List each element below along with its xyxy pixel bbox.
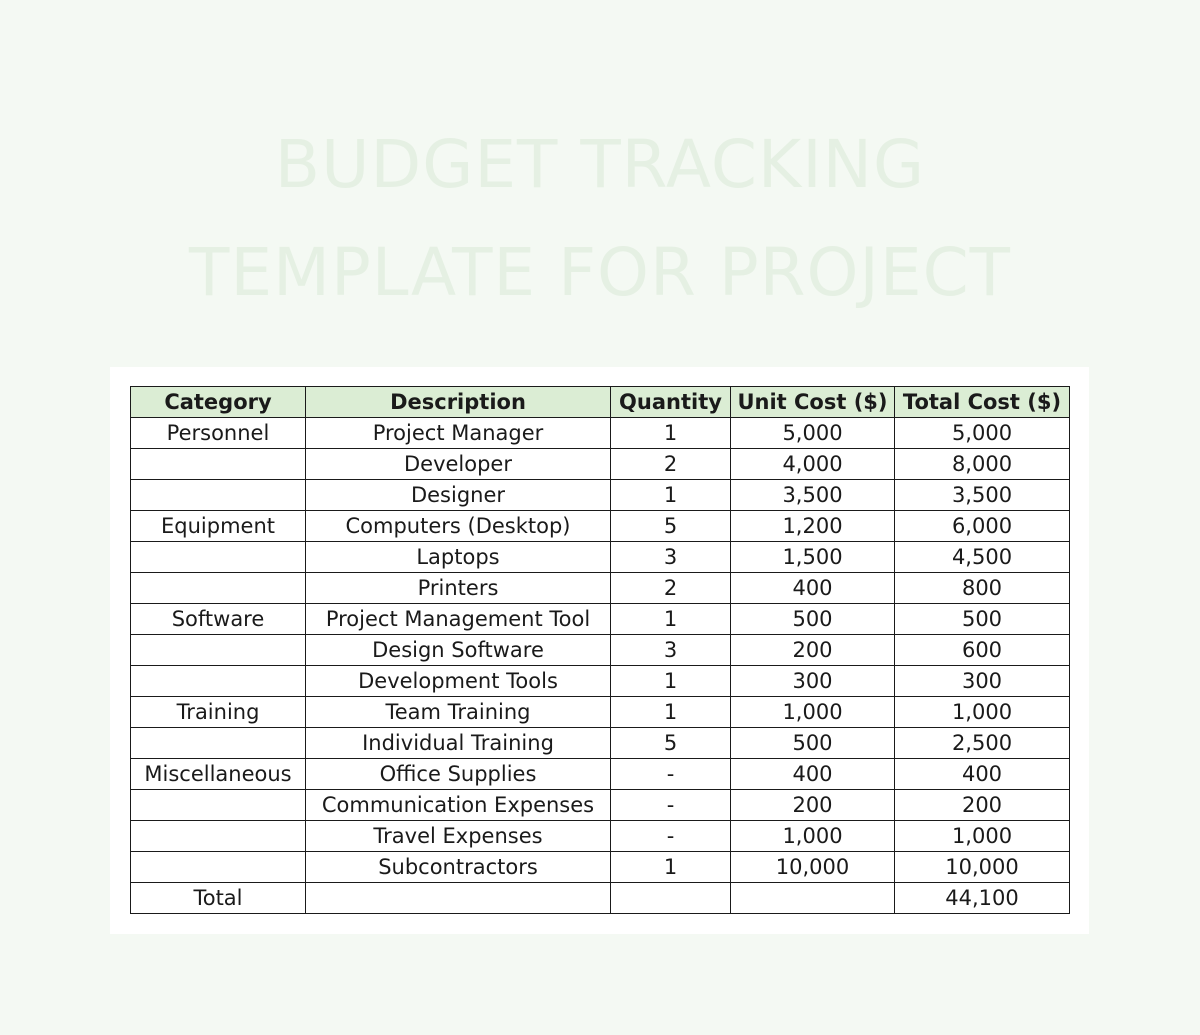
cell-unit-cost: 1,000 [731,821,895,852]
cell-category: Miscellaneous [131,759,306,790]
cell-total-cost: 300 [895,666,1070,697]
table-row [131,511,1070,542]
cell-category [131,573,306,604]
cell-unit-cost: 400 [731,759,895,790]
cell-quantity: 3 [611,635,731,666]
cell-quantity: - [611,759,731,790]
cell-total-cost: 5,000 [895,418,1070,449]
cell-category [131,542,306,573]
header-row [131,387,1070,418]
table-row [131,759,1070,790]
cell-quantity: 2 [611,573,731,604]
cell-unit-cost: 1,200 [731,511,895,542]
table-row [131,542,1070,573]
cell-quantity: - [611,821,731,852]
cell-category: Personnel [131,418,306,449]
cell-category [131,666,306,697]
cell-total-cost: 8,000 [895,449,1070,480]
total-cost-value: 44,100 [895,883,1070,914]
cell-description: Laptops [306,542,611,573]
cell-quantity: - [611,790,731,821]
cell-quantity: 1 [611,418,731,449]
cell-description: Designer [306,480,611,511]
cell-total-cost: 2,500 [895,728,1070,759]
table-row [131,480,1070,511]
cell-description: Communication Expenses [306,790,611,821]
cell-category [131,790,306,821]
header-unit-cost: Unit Cost ($) [731,387,895,418]
cell-unit-cost: 200 [731,790,895,821]
cell-total-cost: 600 [895,635,1070,666]
cell-description: Developer [306,449,611,480]
cell-total-cost: 1,000 [895,697,1070,728]
cell-description: Office Supplies [306,759,611,790]
cell-total-cost: 4,500 [895,542,1070,573]
table-row [131,573,1070,604]
table-row [131,697,1070,728]
table-row [131,852,1070,883]
table-row [131,728,1070,759]
cell-total-cost: 6,000 [895,511,1070,542]
cell-description: Subcontractors [306,852,611,883]
table-row [131,790,1070,821]
cell-unit-cost: 500 [731,728,895,759]
cell-category [131,635,306,666]
total-quantity [611,883,731,914]
cell-unit-cost: 5,000 [731,418,895,449]
budget-table [130,386,1070,914]
header-description: Description [306,387,611,418]
cell-unit-cost: 500 [731,604,895,635]
cell-description: Design Software [306,635,611,666]
table-row [131,821,1070,852]
cell-total-cost: 800 [895,573,1070,604]
cell-unit-cost: 1,000 [731,697,895,728]
cell-quantity: 2 [611,449,731,480]
cell-description: Printers [306,573,611,604]
cell-description: Computers (Desktop) [306,511,611,542]
cell-unit-cost: 3,500 [731,480,895,511]
cell-quantity: 3 [611,542,731,573]
cell-unit-cost: 300 [731,666,895,697]
cell-total-cost: 10,000 [895,852,1070,883]
cell-quantity: 1 [611,480,731,511]
cell-category: Software [131,604,306,635]
page-title-line-1: BUDGET TRACKING [274,126,926,203]
cell-description: Project Management Tool [306,604,611,635]
cell-category [131,480,306,511]
cell-category [131,728,306,759]
table-row [131,604,1070,635]
cell-total-cost: 1,000 [895,821,1070,852]
cell-unit-cost: 4,000 [731,449,895,480]
cell-description: Individual Training [306,728,611,759]
cell-total-cost: 500 [895,604,1070,635]
cell-total-cost: 3,500 [895,480,1070,511]
cell-category [131,852,306,883]
cell-quantity: 1 [611,852,731,883]
cell-unit-cost: 200 [731,635,895,666]
cell-description: Development Tools [306,666,611,697]
cell-unit-cost: 1,500 [731,542,895,573]
total-row [131,883,1070,914]
cell-description: Travel Expenses [306,821,611,852]
cell-total-cost: 200 [895,790,1070,821]
total-unit-cost [731,883,895,914]
cell-category: Training [131,697,306,728]
cell-category: Equipment [131,511,306,542]
page-title-line-2: TEMPLATE FOR PROJECT [189,234,1011,311]
cell-unit-cost: 400 [731,573,895,604]
header-category: Category [131,387,306,418]
total-label: Total [131,883,306,914]
budget-sheet [110,367,1089,934]
table-row [131,418,1070,449]
table-row [131,449,1070,480]
cell-category [131,821,306,852]
cell-unit-cost: 10,000 [731,852,895,883]
cell-quantity: 1 [611,697,731,728]
cell-quantity: 5 [611,728,731,759]
total-description [306,883,611,914]
cell-category [131,449,306,480]
table-row [131,635,1070,666]
cell-description: Team Training [306,697,611,728]
cell-quantity: 1 [611,666,731,697]
cell-quantity: 5 [611,511,731,542]
header-total-cost: Total Cost ($) [895,387,1070,418]
header-quantity: Quantity [611,387,731,418]
table-row [131,666,1070,697]
cell-total-cost: 400 [895,759,1070,790]
cell-quantity: 1 [611,604,731,635]
cell-description: Project Manager [306,418,611,449]
